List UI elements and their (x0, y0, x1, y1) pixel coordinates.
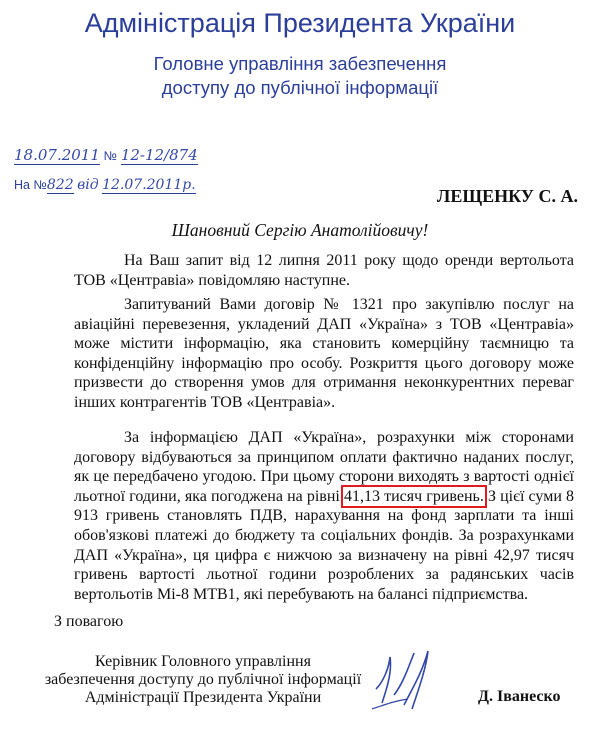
addressee: ЛЕЩЕНКУ С. А. (436, 186, 578, 206)
signer-name: Д. Іванеско (478, 688, 561, 705)
signatory-title-line2: забезпечення доступу до публічної інформації (44, 671, 362, 688)
paragraph-3-end: З цієї суми 8 913 гривень становлять ПДВ, нарахування на фонд зарплати та інші обов'язкові платежі до бюджету та соціальних фондів. За розрахунками ДАП «Україна», ця цифра є нижчою за визначену на рівні 42,97 тисяч гривень вартості льотної години розроблених за радянських часів вертольотів Мі-8 МТВ1, які перебувають на балансі підприємства. (74, 487, 574, 603)
body-paragraph-1: На Ваш запит від 12 липня 2011 року щодо оренди вертольота ТОВ «Центравіа» повідомляю наступне. (74, 252, 574, 289)
outgoing-number: 12-12/874 (120, 146, 198, 164)
paragraph-3-start: За інформацією ДАП «Україна», розрахунки між сторонами договору відбуваються за принципом оплати фактично наданих послуг, як це передбачено угодою. При цьому сторони виходять з вартості однієї льотної години, яка погоджена на рівні (74, 429, 574, 505)
header-org: Адміністрація Президента України (84, 8, 516, 38)
header-dept-line2: доступу до публічної інформації (161, 77, 439, 98)
closing: З повагою (54, 613, 124, 630)
highlighted-cost: 41,13 тисяч гривень. (343, 487, 484, 505)
in-reply-number: 822 (46, 177, 74, 193)
handwritten-signature (368, 645, 448, 715)
signatory-title-line3: Адміністрації Президента України (84, 689, 322, 706)
number-label: № (103, 149, 118, 163)
header-dept-line1: Головне управління забезпечення (153, 53, 447, 74)
outgoing-date: 18.07.2011 (14, 146, 100, 164)
signatory-title-line1: Керівник Головного управління (95, 653, 311, 670)
salutation: Шановний Сергію Анатолійовичу! (171, 220, 429, 240)
from-label: від (77, 177, 99, 193)
incoming-reference (14, 177, 196, 194)
in-reply-label: На № (14, 178, 47, 192)
in-reply-date: 12.07.2011р. (102, 177, 196, 193)
body-paragraph-3 (74, 428, 574, 604)
signature-block (38, 653, 368, 707)
body-paragraph-2: Запитуваний Вами договір № 1321 про закупівлю послуг на авіаційні перевезення, укладений ДАП «Україна» з ТОВ «Центравіа» може містити інформацію, яка становить комерційну таємницю та конфіденційну інформацію про особу. Розкриття цього договору може призвести до створення умов для отримання неконкурентних переваг інших контрагентів ТОВ «Центравіа». (74, 296, 574, 411)
outgoing-reference (14, 146, 198, 165)
